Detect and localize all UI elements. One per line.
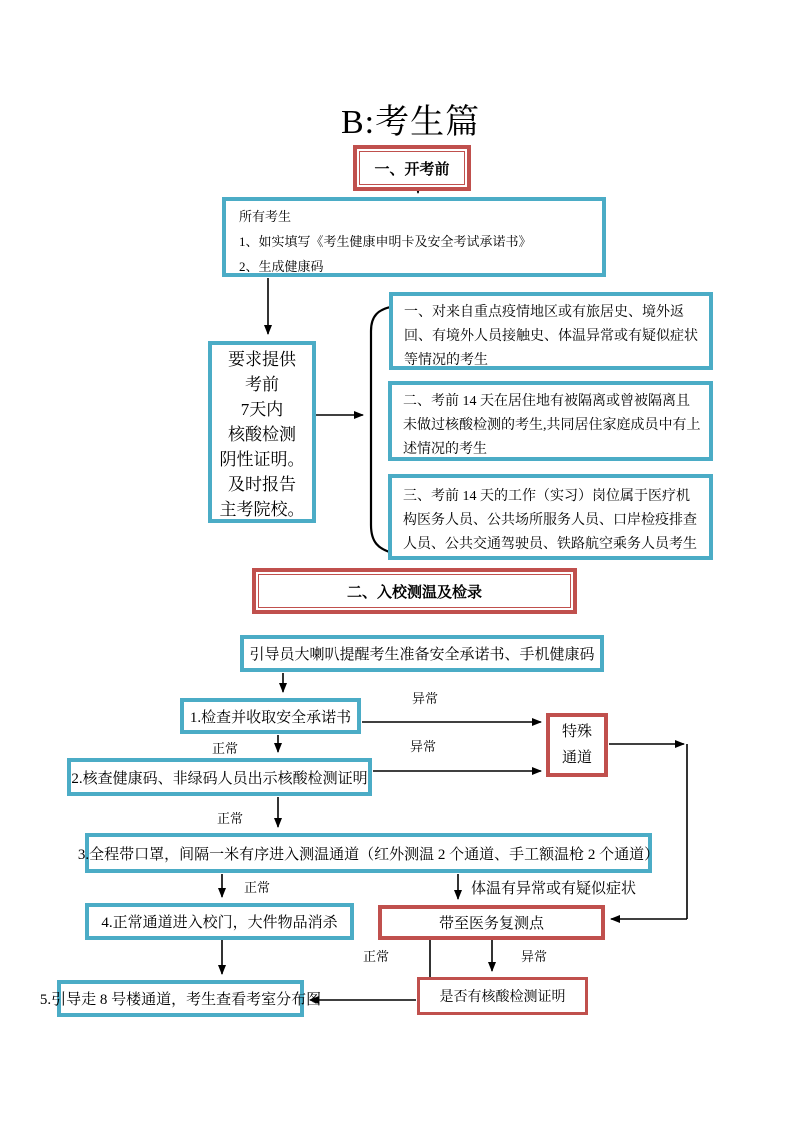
box-step-2 <box>67 758 372 796</box>
label-abnormal-3: 异常 <box>521 949 548 964</box>
section-header-entry-check <box>252 568 577 614</box>
box-step-1 <box>180 698 361 734</box>
label-normal-2: 正常 <box>217 811 244 826</box>
section-header-entry-check-label: 二、入校测温及检录 <box>258 574 571 608</box>
require-proof-line7: 主考院校。 <box>219 500 305 519</box>
label-abnormal-1: 异常 <box>412 691 439 706</box>
special-channel-line2: 通道 <box>561 750 592 766</box>
box-special-channel <box>546 713 608 777</box>
box-all-candidates <box>222 197 606 277</box>
box-step-5 <box>39 980 322 1017</box>
nucleic-proof-text: 是否有核酸检测证明 <box>439 990 566 1005</box>
require-proof-line5: 阴性证明。 <box>219 450 305 469</box>
require-proof-line6: 及时报告 <box>228 475 296 494</box>
category-2-text: 二、考前 14 天在居住地有被隔离或曾被隔离且未做过核酸检测的考生,共同居住家庭成员中有上述情况的考生 <box>403 394 701 457</box>
box-step-4 <box>85 903 354 940</box>
require-proof-line4: 核酸检测 <box>228 425 296 444</box>
special-channel-line1: 特殊 <box>561 724 592 740</box>
step-4-text: 4.正常通道进入校门，大件物品消杀 <box>101 915 338 931</box>
section-header-before-exam-label: 一、开考前 <box>359 151 465 185</box>
box-category-1 <box>389 292 713 370</box>
require-proof-line3: 7天内 <box>240 400 284 419</box>
label-temp-abnormal: 体温有异常或有疑似症状 <box>471 881 637 897</box>
box-category-3 <box>388 474 713 560</box>
box-guide-announce <box>240 635 604 672</box>
all-candidates-line1: 所有考生 <box>239 209 292 224</box>
all-candidates-line3: 2、生成健康码 <box>239 259 324 274</box>
label-normal-1: 正常 <box>212 741 239 756</box>
label-abnormal-2: 异常 <box>410 739 437 754</box>
step-3-text: 3.全程带口罩，间隔一米有序进入测温通道（红外测温 2 个通道、手工额温枪 2 个通道） <box>77 846 660 863</box>
label-normal-3: 正常 <box>244 880 271 895</box>
box-nucleic-proof <box>417 977 588 1015</box>
step-5-text: 5.引导走 8 号楼通道，考生查看考室分布图 <box>39 992 322 1008</box>
step-1-text: 1.检查并收取安全承诺书 <box>189 709 352 726</box>
label-normal-4: 正常 <box>363 949 390 964</box>
require-proof-line1: 要求提供 <box>228 350 296 369</box>
guide-announce-text: 引导员大喇叭提醒考生准备安全承诺书、手机健康码 <box>249 647 595 663</box>
box-category-2 <box>388 381 713 461</box>
medical-recheck-text: 带至医务复测点 <box>438 916 544 932</box>
step-2-text: 2.核查健康码、非绿码人员出示核酸检测证明 <box>71 770 368 787</box>
box-medical-recheck <box>378 905 605 940</box>
require-proof-line2: 考前 <box>245 375 279 394</box>
category-3-text: 三、考前 14 天的工作（实习）岗位属于医疗机构医务人员、公共场所服务人员、口岸检疫排查人员、公共交通驾驶员、铁路航空乘务人员考生 <box>403 489 697 552</box>
box-require-proof <box>208 341 316 523</box>
section-header-before-exam <box>353 145 471 191</box>
category-1-text: 一、对来自重点疫情地区或有旅居史、境外返回、有境外人员接触史、体温异常或有疑似症状等情况的考生 <box>404 305 698 368</box>
page-title: B:考生篇 <box>341 104 481 141</box>
box-step-3 <box>77 833 660 873</box>
all-candidates-line2: 1、如实填写《考生健康申明卡及安全考试承诺书》 <box>239 234 532 249</box>
